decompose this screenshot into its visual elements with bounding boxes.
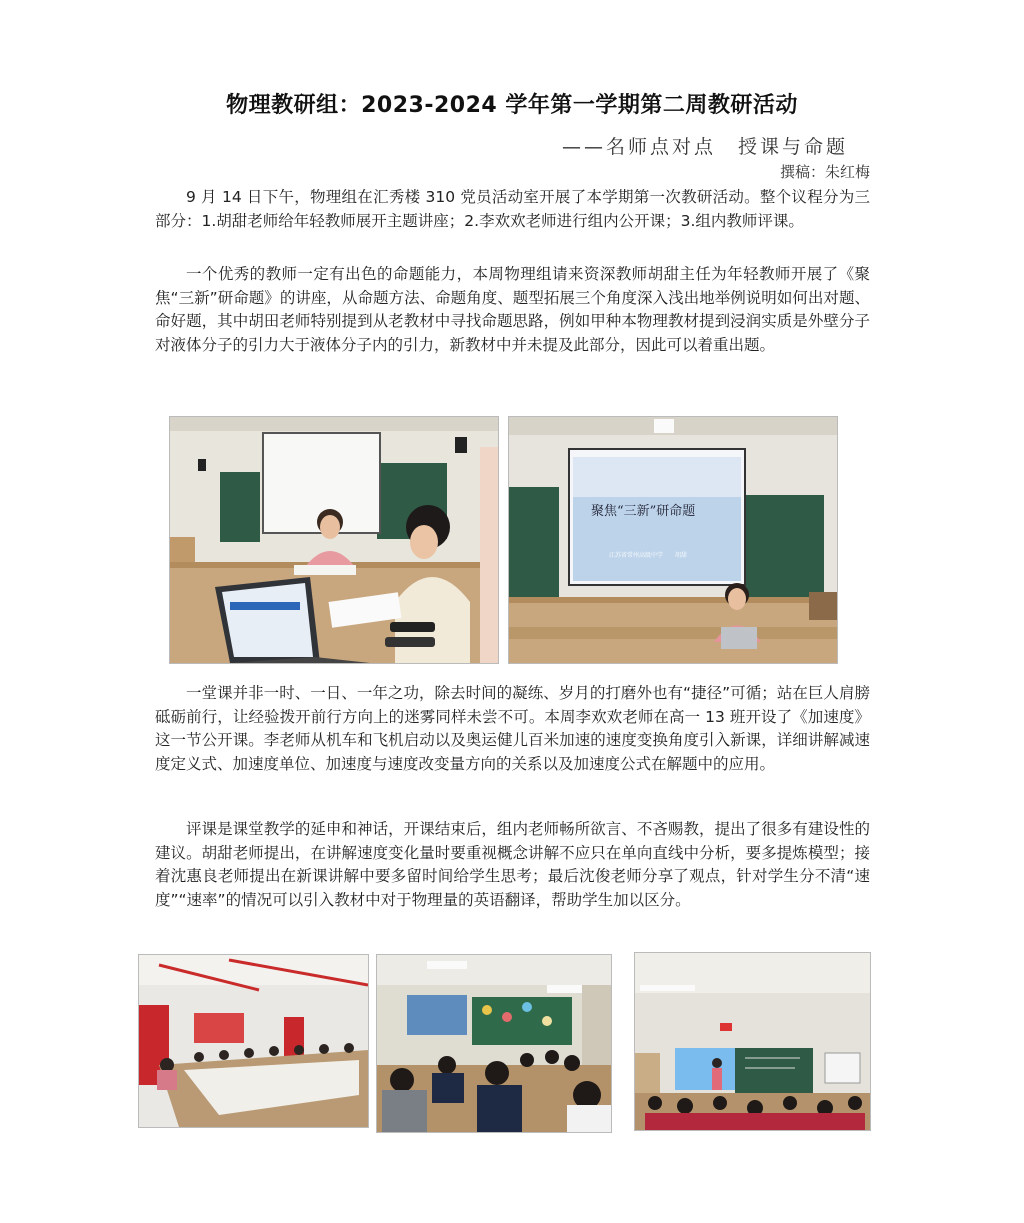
- photo-classroom-students: [376, 954, 612, 1133]
- page-subtitle: ——名师点对点 授课与命题: [561, 136, 848, 158]
- photo-meeting-room: [138, 954, 369, 1128]
- slide-title: 聚焦“三新”研命题: [591, 504, 696, 519]
- paragraph-lecture: 一个优秀的教师一定有出色的命题能力，本周物理组请来资深教师胡甜主任为年轻教师开展了《聚焦“三新”研命题》的讲座，从命题方法、命题角度、题型拓展三个角度深入浅出地举例说明如何出对题、命好题，其中胡田老师特别提到从老教材中寻找命题思路，例如甲种本物理教材提到浸润实质是外壁分子对液体分子的引力大于液体分子内的引力，新教材中并未提及此部分，因此可以着重出题。: [155, 265, 870, 354]
- photo-classroom-teaching: [634, 952, 871, 1131]
- paragraph-review: 评课是课堂教学的延申和神话，开课结束后，组内老师畅所欲言、不吝赐教，提出了很多有建设性的建议。胡甜老师提出，在讲解速度变化量时要重视概念讲解不应只在单向直线中分析，要多提炼模型；接着沈惠良老师提出在新课讲解中要多留时间给学生思考；最后沈俊老师分享了观点，针对学生分不清“速度”“速率”的情况可以引入教材中对于物理量的英语翻译，帮助学生加以区分。: [155, 820, 870, 909]
- paragraph-open-class: 一堂课并非一时、一日、一年之功，除去时间的凝练、岁月的打磨外也有“捷径”可循；站在巨人肩膀砥砺前行，让经验拨开前行方向上的迷雾同样未尝不可。本周李欢欢老师在高一 13 班开设了《加速度》这一节公开课。李老师从机车和飞机启动以及奥运健儿百米加速的速度变换角度引入新课，详细讲解减速度定义式、加速度单位、加速度与速度改变量方向的关系以及加速度公式在解题中的应用。: [155, 684, 870, 773]
- photo-lecture-laptop: [169, 416, 499, 664]
- paragraph-intro: 9 月 14 日下午，物理组在汇秀楼 310 党员活动室开展了本学期第一次教研活动。整个议程分为三部分：1.胡甜老师给年轻教师展开主题讲座；2.李欢欢老师进行组内公开课；3.组内教师评课。: [155, 188, 870, 230]
- photo-lecture-slide: [508, 416, 838, 664]
- page-title: 物理教研组：2023-2024 学年第一学期第二周教研活动: [226, 93, 798, 118]
- author-credit: 撰稿：朱红梅: [779, 163, 870, 181]
- slide-footer: 江苏省常州高级中学 胡甜: [609, 552, 688, 559]
